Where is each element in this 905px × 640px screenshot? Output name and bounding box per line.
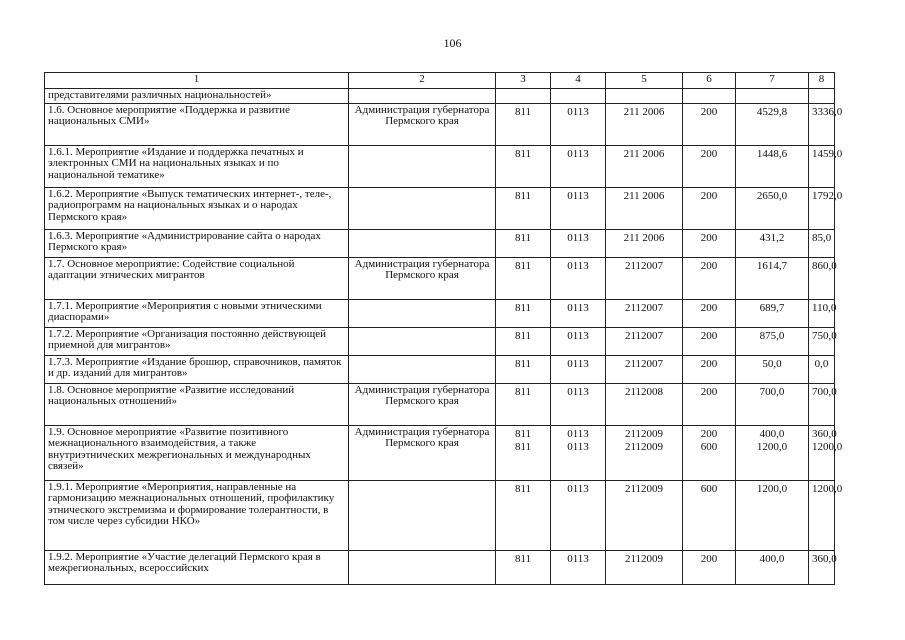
- activity-name-cell: 1.8. Основное мероприятие «Развитие исследований национальных отношений»: [45, 383, 349, 425]
- table-row: [45, 425, 835, 480]
- value-text: 2112008: [624, 385, 664, 398]
- activity-name-cell: представителями различных национальностей»: [45, 89, 349, 104]
- value-cell-c5: [606, 89, 683, 104]
- value-text: 200: [700, 385, 718, 398]
- activity-name-cell: 1.7.1. Мероприятие «Мероприятия с новыми этническими диаспорами»: [45, 299, 349, 327]
- value-cell-c4: [551, 299, 606, 327]
- responsible-org-cell: Администрация губернатора Пермского края: [349, 257, 496, 299]
- table-row: [45, 89, 835, 104]
- value-cell-c3: [496, 299, 551, 327]
- value-text: 689,7: [759, 301, 785, 314]
- value-cell-c3: [496, 327, 551, 355]
- table-row: [45, 103, 835, 145]
- activity-name-cell: 1.6.1. Мероприятие «Издание и поддержка печатных и электронных СМИ на национальных языках и по национальной тематике»: [45, 145, 349, 187]
- value-cell-c8: [809, 480, 843, 550]
- value-text: 200: [700, 427, 718, 440]
- value-text: 875,0: [759, 329, 785, 342]
- value-cell-c7: [736, 425, 809, 480]
- responsible-org-cell: [349, 299, 496, 327]
- value-text: 1614,7: [756, 259, 788, 272]
- activity-name-cell: 1.6.2. Мероприятие «Выпуск тематических интернет-, теле-, радиопрограмм на национальных языках и о народах Пермского края»: [45, 187, 349, 229]
- value-text: 700,0: [812, 385, 837, 398]
- value-cell-c6: [683, 257, 736, 299]
- value-text: 400,0: [759, 552, 785, 565]
- value-text: 4529,8: [756, 105, 788, 118]
- value-cell-c3: [496, 103, 551, 145]
- responsible-org-cell: [349, 327, 496, 355]
- value-text: 0113: [567, 105, 589, 118]
- value-cell-c5: [606, 187, 683, 229]
- value-text: 750,0: [812, 329, 837, 342]
- column-header: 1: [45, 73, 349, 89]
- responsible-org-cell: [349, 480, 496, 550]
- value-cell-c3: [496, 257, 551, 299]
- value-text: 2112009: [624, 441, 664, 454]
- value-text: 2112007: [624, 301, 664, 314]
- value-text: 811: [514, 189, 532, 202]
- activity-name-cell: 1.9. Основное мероприятие «Развитие позитивного межнационального взаимодействия, а также внутриэтнических межрегиональных и международных связей»: [45, 425, 349, 480]
- value-text: 811: [514, 385, 532, 398]
- value-text: 1200,0: [756, 482, 788, 495]
- value-text: 200: [700, 189, 718, 202]
- value-cell-c5: [606, 103, 683, 145]
- value-cell-c8: [809, 187, 843, 229]
- value-cell-c8: [809, 383, 835, 425]
- value-cell-c6: [683, 89, 736, 104]
- value-cell-c7: [736, 327, 809, 355]
- value-text: 1200,0: [812, 441, 843, 454]
- column-header: 8: [809, 73, 835, 89]
- value-cell-c6: [683, 145, 736, 187]
- responsible-org-cell: [349, 229, 496, 257]
- value-cell-c7: [736, 480, 809, 550]
- value-cell-c3: [496, 383, 551, 425]
- page-number: 106: [443, 36, 462, 50]
- value-text: 200: [700, 105, 718, 118]
- value-text: 811: [514, 552, 532, 565]
- value-cell-c6: [683, 103, 736, 145]
- value-cell-c8: [809, 89, 835, 104]
- value-text: 200: [700, 231, 718, 244]
- value-cell-c8: [809, 355, 835, 383]
- value-text: 200: [700, 357, 718, 370]
- responsible-org-cell: Администрация губернатора Пермского края: [349, 425, 496, 480]
- table-row: [45, 480, 835, 550]
- value-text: 211 2006: [623, 189, 665, 202]
- value-text: 811: [514, 482, 532, 495]
- value-text: 2112009: [624, 427, 664, 440]
- value-text: 600: [700, 441, 718, 454]
- activity-name-cell: 1.6.3. Мероприятие «Администрирование сайта о народах Пермского края»: [45, 229, 349, 257]
- responsible-org-cell: Администрация губернатора Пермского края: [349, 383, 496, 425]
- column-header: 3: [496, 73, 551, 89]
- value-cell-c3: [496, 355, 551, 383]
- value-text: 2112009: [624, 552, 664, 565]
- value-text: 2112007: [624, 329, 664, 342]
- value-text: 211 2006: [623, 147, 665, 160]
- value-cell-c7: [736, 187, 809, 229]
- value-text: 0113: [567, 552, 589, 565]
- value-text: 860,0: [812, 259, 837, 272]
- value-cell-c6: [683, 355, 736, 383]
- value-text: 811: [514, 329, 532, 342]
- table-row: [45, 355, 835, 383]
- responsible-org-cell: [349, 355, 496, 383]
- value-text: 0113: [567, 482, 589, 495]
- responsible-org-cell: Администрация губернатора Пермского края: [349, 103, 496, 145]
- value-text: 600: [700, 482, 718, 495]
- value-text: 0113: [567, 231, 589, 244]
- value-cell-c4: [551, 480, 606, 550]
- responsible-org-cell: [349, 145, 496, 187]
- value-cell-c4: [551, 145, 606, 187]
- activity-name-cell: 1.7. Основное мероприятие: Содействие социальной адаптации этнических мигрантов: [45, 257, 349, 299]
- value-cell-c4: [551, 89, 606, 104]
- value-cell-c3: [496, 550, 551, 584]
- value-text: 200: [700, 147, 718, 160]
- value-text: 811: [514, 231, 532, 244]
- table-row: [45, 187, 835, 229]
- value-cell-c5: [606, 480, 683, 550]
- value-cell-c6: [683, 383, 736, 425]
- value-cell-c4: [551, 103, 606, 145]
- value-text: 431,2: [759, 231, 785, 244]
- responsible-org-cell: [349, 89, 496, 104]
- column-header: 5: [606, 73, 683, 89]
- responsible-org-cell: [349, 550, 496, 584]
- value-text: 360,0: [812, 427, 837, 440]
- value-cell-c5: [606, 229, 683, 257]
- value-cell-c7: [736, 145, 809, 187]
- value-text: 1459,0: [812, 147, 843, 160]
- column-header: 6: [683, 73, 736, 89]
- table-row: [45, 383, 835, 425]
- value-cell-c7: [736, 257, 809, 299]
- value-text: 200: [700, 552, 718, 565]
- column-header: 7: [736, 73, 809, 89]
- value-text: 0113: [567, 357, 589, 370]
- value-cell-c8: [809, 103, 843, 145]
- value-cell-c5: [606, 257, 683, 299]
- table-header-row: [45, 73, 835, 89]
- responsible-org-cell: [349, 187, 496, 229]
- value-text: 811: [514, 301, 532, 314]
- value-text: 700,0: [759, 385, 785, 398]
- value-text: 400,0: [759, 427, 785, 440]
- value-cell-c8: [809, 257, 835, 299]
- table-row: [45, 229, 835, 257]
- value-cell-c4: [551, 229, 606, 257]
- value-cell-c6: [683, 327, 736, 355]
- value-cell-c4: [551, 187, 606, 229]
- value-cell-c8: [809, 145, 843, 187]
- value-cell-c5: [606, 425, 683, 480]
- value-cell-c8: [809, 425, 843, 480]
- value-cell-c6: [683, 480, 736, 550]
- value-cell-c7: [736, 550, 809, 584]
- value-text: 0113: [567, 427, 589, 440]
- column-header: 2: [349, 73, 496, 89]
- value-text: 110,0: [812, 301, 837, 314]
- value-cell-c6: [683, 187, 736, 229]
- value-text: 200: [700, 301, 718, 314]
- value-cell-c5: [606, 299, 683, 327]
- value-cell-c7: [736, 355, 809, 383]
- table-row: [45, 299, 835, 327]
- value-cell-c7: [736, 383, 809, 425]
- budget-table: [44, 72, 843, 585]
- value-cell-c4: [551, 425, 606, 480]
- value-cell-c5: [606, 145, 683, 187]
- value-text: 1448,6: [756, 147, 788, 160]
- value-cell-c5: [606, 383, 683, 425]
- value-text: 1200,0: [812, 482, 843, 495]
- value-text: 0113: [567, 329, 589, 342]
- value-text: 1200,0: [756, 441, 788, 454]
- value-cell-c6: [683, 425, 736, 480]
- value-text: 211 2006: [623, 231, 665, 244]
- value-cell-c5: [606, 355, 683, 383]
- value-cell-c6: [683, 299, 736, 327]
- value-text: 2112007: [624, 357, 664, 370]
- value-text: 0113: [567, 189, 589, 202]
- table-row: [45, 257, 835, 299]
- value-text: 811: [514, 105, 532, 118]
- value-cell-c3: [496, 480, 551, 550]
- value-cell-c8: [809, 299, 835, 327]
- value-text: 1792,0: [812, 189, 843, 202]
- value-text: 3336,0: [812, 105, 843, 118]
- value-cell-c6: [683, 229, 736, 257]
- value-text: 0,0: [814, 357, 829, 370]
- value-cell-c8: [809, 550, 835, 584]
- activity-name-cell: 1.9.2. Мероприятие «Участие делегаций Пермского края в межрегиональных, всероссийских: [45, 550, 349, 584]
- value-text: 85,0: [812, 231, 832, 244]
- value-cell-c3: [496, 187, 551, 229]
- value-cell-c3: [496, 229, 551, 257]
- table-row: [45, 550, 835, 584]
- value-text: 811: [514, 259, 532, 272]
- value-cell-c5: [606, 327, 683, 355]
- value-text: 200: [700, 259, 718, 272]
- value-cell-c3: [496, 89, 551, 104]
- value-cell-c7: [736, 103, 809, 145]
- value-cell-c3: [496, 145, 551, 187]
- value-text: 811: [514, 147, 532, 160]
- value-text: 0113: [567, 259, 589, 272]
- value-cell-c5: [606, 550, 683, 584]
- value-cell-c8: [809, 229, 835, 257]
- value-cell-c6: [683, 550, 736, 584]
- value-text: 0113: [567, 385, 589, 398]
- table-row: [45, 327, 835, 355]
- value-text: 0113: [567, 441, 589, 454]
- value-text: 211 2006: [623, 105, 665, 118]
- value-text: 2112007: [624, 259, 664, 272]
- value-cell-c4: [551, 383, 606, 425]
- activity-name-cell: 1.7.3. Мероприятие «Издание брошюр, справочников, памяток и др. изданий для мигрантов»: [45, 355, 349, 383]
- value-cell-c3: [496, 425, 551, 480]
- value-text: 811: [514, 427, 532, 440]
- value-cell-c7: [736, 229, 809, 257]
- value-text: 2112009: [624, 482, 664, 495]
- value-text: 2650,0: [756, 189, 788, 202]
- table-row: [45, 145, 835, 187]
- column-header: 4: [551, 73, 606, 89]
- value-text: 360,0: [812, 552, 837, 565]
- value-text: 200: [700, 329, 718, 342]
- activity-name-cell: 1.6. Основное мероприятие «Поддержка и развитие национальных СМИ»: [45, 103, 349, 145]
- value-cell-c4: [551, 257, 606, 299]
- value-cell-c4: [551, 355, 606, 383]
- value-text: 811: [514, 357, 532, 370]
- value-cell-c7: [736, 89, 809, 104]
- value-text: 50,0: [762, 357, 782, 370]
- value-text: 0113: [567, 147, 589, 160]
- value-text: 0113: [567, 301, 589, 314]
- value-cell-c8: [809, 327, 835, 355]
- value-text: 811: [514, 441, 532, 454]
- value-cell-c4: [551, 327, 606, 355]
- value-cell-c7: [736, 299, 809, 327]
- activity-name-cell: 1.7.2. Мероприятие «Организация постоянно действующей приемной для мигрантов»: [45, 327, 349, 355]
- value-cell-c4: [551, 550, 606, 584]
- activity-name-cell: 1.9.1. Мероприятие «Мероприятия, направленные на гармонизацию межнациональных отношений, профилактику этнического экстремизма и формирование толерантности, в том числе через субсидии НКО»: [45, 480, 349, 550]
